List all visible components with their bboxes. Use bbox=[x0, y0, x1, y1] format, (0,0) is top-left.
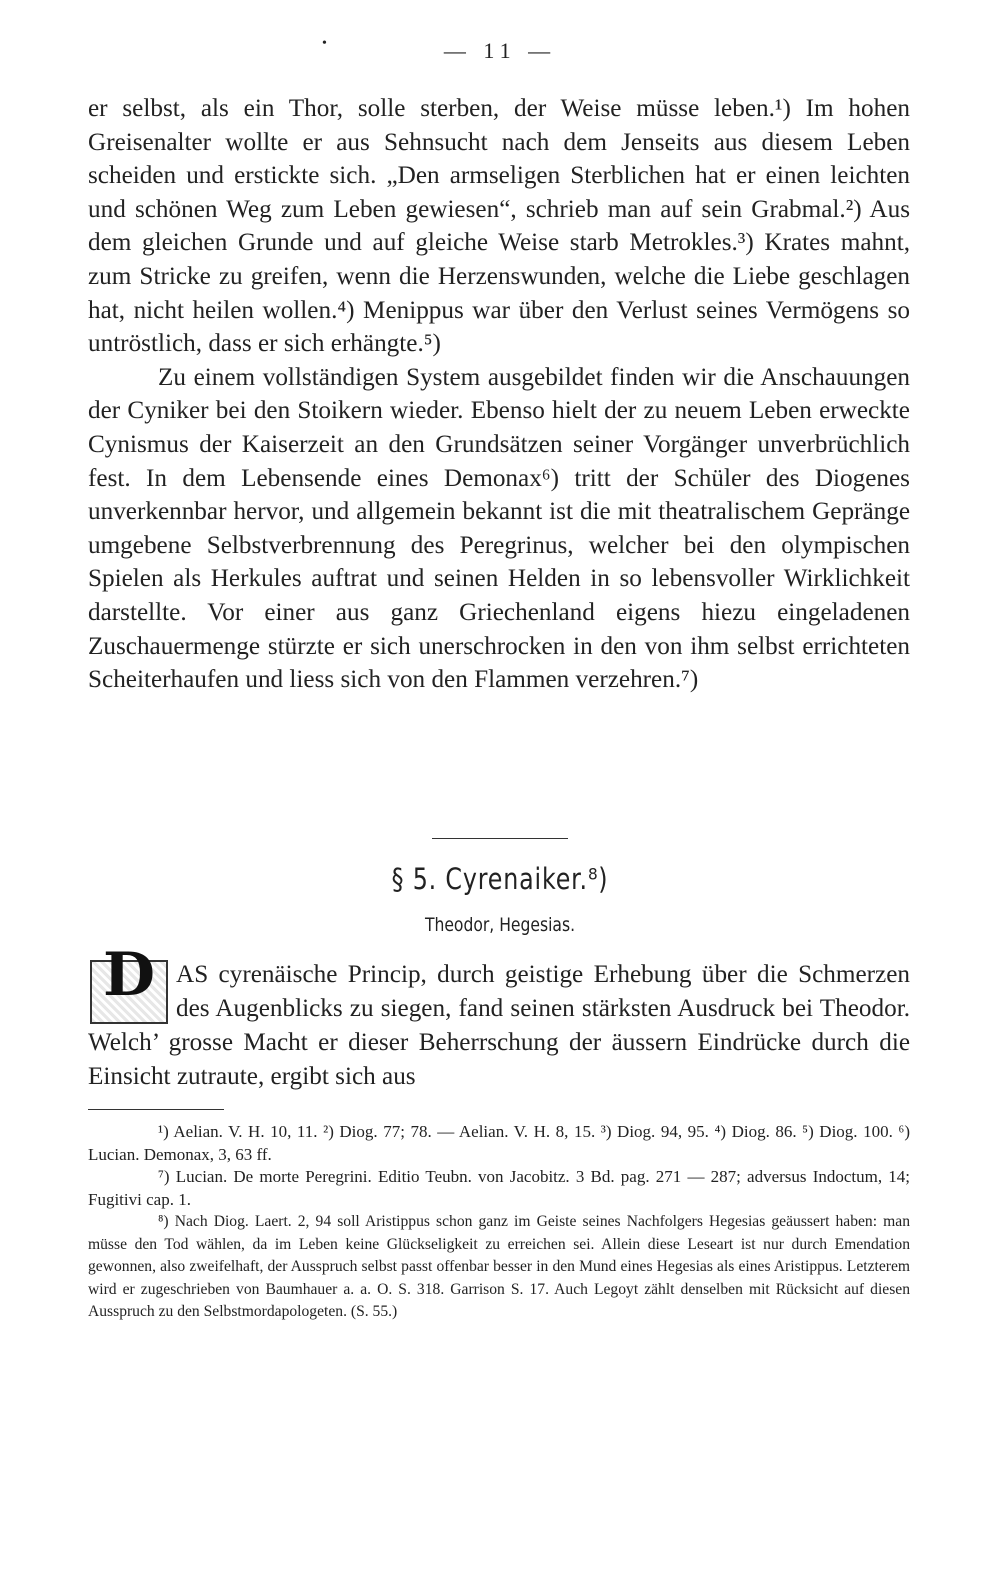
paragraph-2: Zu einem vollständigen System ausgebildet finden wir die Anschauungen der Cyniker bei den Stoikern wieder. Ebenso hielt der zu neuem Leben erweckte Cynismus der Kaiserzeit an den Grundsätzen seiner Vorgänger unverbrüchlich fest. In dem Lebensende eines Demonax⁶) tritt der Schüler des Diogenes unverkennbar hervor, und allgemein bekannt ist die mit theatralischem Gepränge umgebene Selbstverbrennung des Peregrinus, welcher bei den olympischen Spielen als Herkules auftrat und seinen Helden in so lebensvoller Wirklichkeit darstellte. Vor einer aus ganz Griechenland eigens hiezu eingeladenen Zuschauermenge stürzte er sich unerschrocken in den von ihm selbst errichteten Scheiterhaufen und liess sich von den Flammen verzehren.⁷) bbox=[88, 363, 910, 694]
footnote-8: ⁸) Nach Diog. Laert. 2, 94 soll Aristippus schon ganz im Geiste seines Nachfolgers Hegesias geäussert haben: man müsse den Tod wählen, da im Leben keine Glückseligkeit zu erreichen sei. Allein diese Leseart ist nur durch Emendation gewonnen, also zweifelhaft, der Ausspruch selbst passt offenbar besser in den Mund eines Hegesias als eines Aristippus. Letzterem wird er zugeschrieben von Baumhauer a. a. O. S. 318. Garrison S. 17. Auch Legoyt zählt denselben mit Rücksicht auf diesen Ausspruch zu den Selbstmordapologeten. (S. 55.) bbox=[88, 1213, 910, 1320]
footnote-7: ⁷) Lucian. De morte Peregrini. Editio Teubn. von Jacobitz. 3 Bd. pag. 271 — 287; adversus Indoctum, 14; Fugitivi cap. 1. bbox=[88, 1167, 910, 1209]
footnote-rule bbox=[88, 1109, 224, 1110]
paragraph-1: er selbst, als ein Thor, solle sterben, der Weise müsse leben.¹) Im hohen Greisenalter wollte er aus Sehnsucht nach dem Jenseits aus diesem Leben scheiden und erstickte sich. „Den armseligen Sterblichen hat er einen leichten und schönen Weg zum Leben gewiesen“, schrieb man auf sein Grabmal.²) Aus dem gleichen Grunde und auf gleiche Weise starb Metrokles.³) Krates mahnt, zum Stricke zu greifen, wenn die Herzenswunden, welche die Liebe geschlagen hat, nicht heilen wollen.⁴) Menippus war über den Verlust seines Vermögens so untröstlich, dass er sich erhängte.⁵) bbox=[88, 95, 910, 358]
footnotes bbox=[88, 1121, 910, 1324]
header-bullet: • bbox=[322, 36, 333, 51]
page-number: — 11 — bbox=[443, 38, 557, 63]
section-body bbox=[88, 940, 910, 1094]
section-divider bbox=[432, 838, 568, 839]
main-text bbox=[88, 92, 910, 697]
section-subtitle: Theodor, Hegesias. bbox=[424, 914, 576, 936]
section-title: § 5. Cyrenaiker.⁸) bbox=[391, 862, 609, 896]
section-paragraph: AS cyrenäische Princip, durch geistige Erhebung über die Schmerzen des Augenblicks zu siegen, fand seinen stärksten Ausdruck bei Theodor. Welch’ grosse Macht er dieser Beherrschung der äussern Eindrücke durch die Einsicht zutraute, ergibt sich aus bbox=[88, 961, 910, 1090]
ornamental-initial bbox=[90, 940, 168, 1024]
footnote-1-6: ¹) Aelian. V. H. 10, 11. ²) Diog. 77; 78. — Aelian. V. H. 8, 15. ³) Diog. 94, 95. ⁴) Diog. 86. ⁵) Diog. 100. ⁶) Lucian. Demonax, 3, 63 ff. bbox=[88, 1122, 910, 1164]
dropcap-letter: D bbox=[102, 940, 156, 1010]
page-header bbox=[0, 38, 1000, 64]
